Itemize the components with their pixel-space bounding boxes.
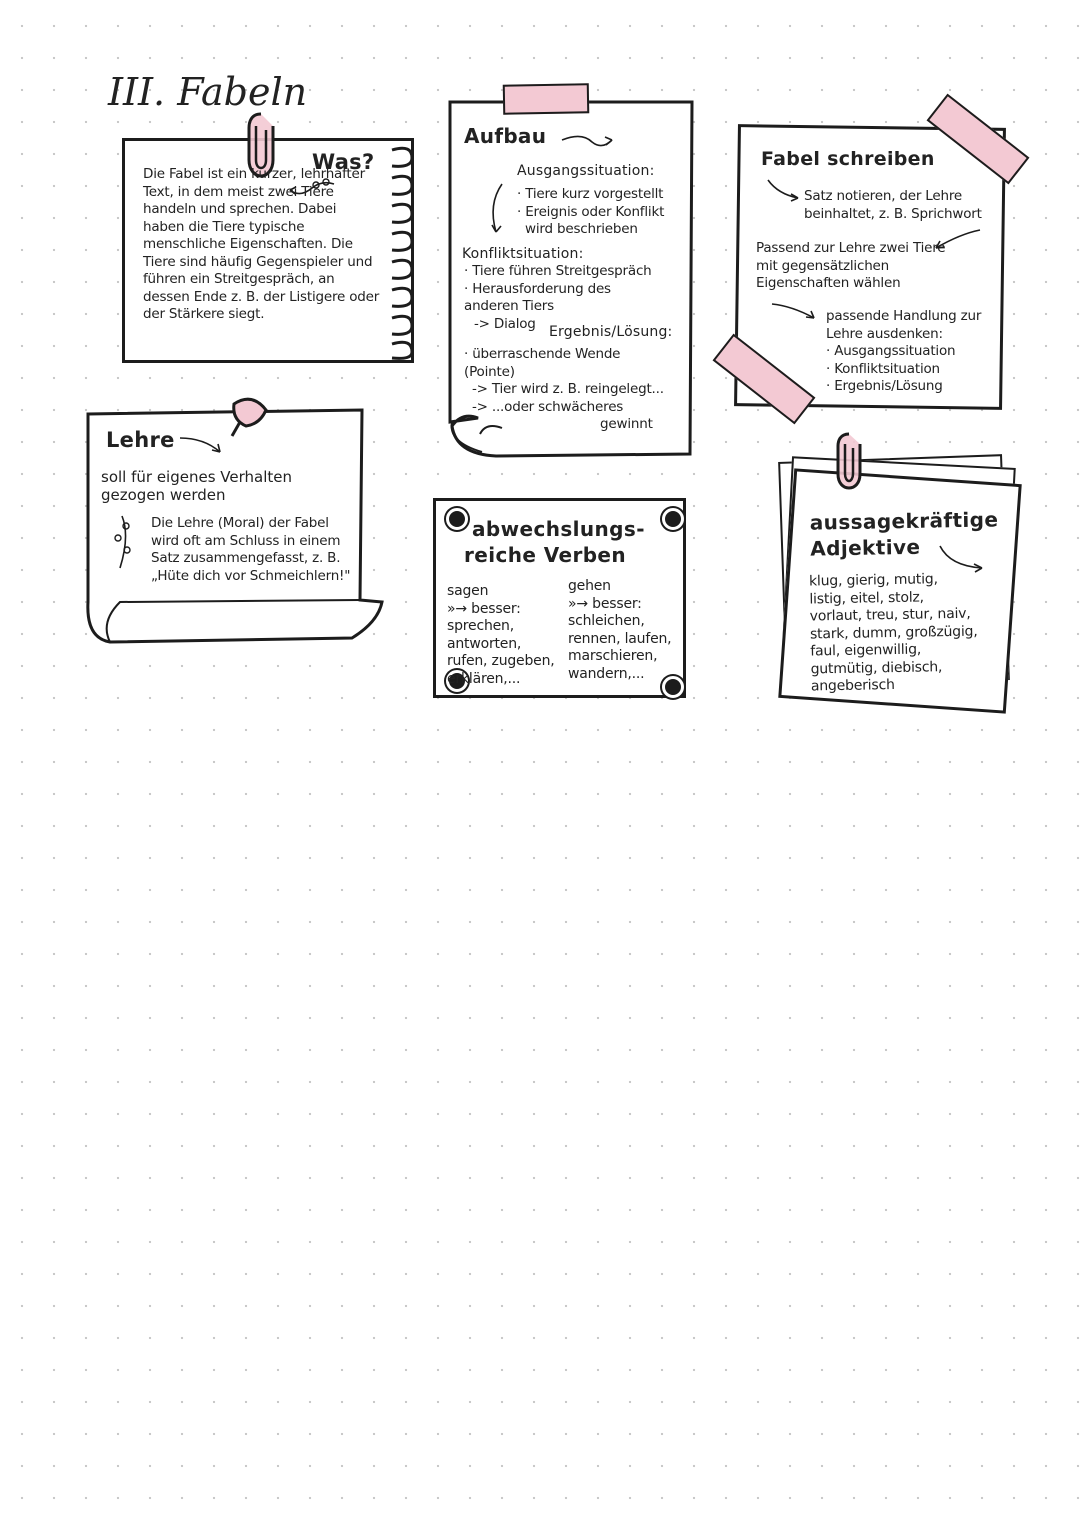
ausgang-heading: Ausgangssituation: [517, 163, 655, 179]
konflikt-list [464, 263, 678, 333]
schreiben-step2: Passend zur Lehre zwei Tiere mit gegensätzlichen Eigenschaften wählen [756, 240, 946, 291]
ergebnis-arrow: -> Tier wird z. B. reingelegt... [472, 381, 664, 397]
adjektive-list: klug, gierig, mutig, listig, eitel, stolz, vorlaut, treu, stur, naiv, stark, dumm, großzügig, faul, eigenwillig, gutmütig, diebisch, angeberisch [808, 571, 978, 695]
schreiben-heading: Fabel schreiben [761, 148, 935, 170]
konflikt-arrow: -> Dialog [474, 315, 536, 332]
aufbau-heading: Aufbau [464, 124, 547, 148]
schreiben-step3-list [826, 343, 998, 396]
sprig-arrow-icon [930, 226, 984, 252]
ergebnis-item: · überraschende Wende (Pointe) [464, 346, 621, 380]
paperclip-icon [834, 430, 864, 494]
sprig-arrow-icon [768, 298, 820, 324]
verben-col2 [568, 578, 678, 683]
sprig-arrow-icon [560, 130, 616, 150]
ergebnis-heading: Ergebnis/Lösung: [549, 324, 673, 340]
verben-col1-list: sprechen, antworten, rufen, zugeben, erklären,... [447, 618, 555, 687]
schreiben-step1: Satz notieren, der Lehre beinhaltet, z. B. Sprichwort [804, 188, 982, 222]
sprig-icon [112, 512, 138, 574]
was-text: Die Fabel ist ein kurzer, lehrhafter Text, in dem meist zwei Tiere handeln und sprechen. Dabei haben die Tiere typische menschliche Eigenschaften. Die Tiere sind häufig Gegenspieler und führen ein Streitgespräch, an dessen Ende z. B. der Listigere oder der Stärkere siegt. [143, 166, 380, 322]
schreiben-step3-item: · Ergebnis/Lösung [826, 378, 943, 394]
ausgang-item: · Ereignis oder Konflikt [517, 203, 665, 220]
konflikt-heading: Konfliktsituation: [462, 246, 584, 262]
schreiben-step3-item: · Konfliktsituation [826, 360, 940, 377]
ergebnis-arrow: -> ...oder schwächeres [472, 398, 624, 415]
ausgang-list [517, 186, 687, 239]
verben-col2-besser: »→ besser: [568, 595, 642, 612]
lehre-text2: Die Lehre (Moral) der Fabel wird oft am Schluss in einem Satz zusammengefasst, z. B. „Hüte dich vor Schmeichlern!" [151, 515, 351, 584]
spiral-binding-icon [386, 140, 420, 362]
lehre-text1: soll für eigenes Verhalten gezogen werden [101, 468, 292, 504]
schreiben-step3: passende Handlung zur Lehre ausdenken: [826, 308, 982, 342]
konflikt-item: · Herausforderung des anderen Tiers [464, 280, 611, 314]
sprig-arrow-icon [764, 176, 804, 206]
verben-heading: abwechslungs- reiche Verben [464, 517, 645, 567]
verben-col1-besser: »→ besser: [447, 600, 521, 617]
page-title: III. Fabeln [108, 70, 308, 114]
konflikt-item: · Tiere führen Streitgespräch [464, 263, 652, 279]
schreiben-step3-item: · Ausgangssituation [826, 343, 956, 359]
washi-tape [503, 83, 590, 114]
verben-col1-word: sagen [447, 583, 489, 599]
verben-col2-list: schleichen, rennen, laufen, marschieren, wandern,... [568, 613, 672, 682]
was-heading: Was? [312, 150, 375, 174]
ergebnis-arrow-cont: gewinnt [600, 416, 653, 432]
ergebnis-list [464, 346, 678, 434]
lehre-heading: Lehre [106, 428, 175, 452]
verben-col2-word: gehen [568, 578, 611, 594]
pin-icon [662, 508, 684, 530]
verben-col1 [447, 583, 565, 688]
sprig-arrow-icon [178, 432, 230, 458]
ausgang-item: wird beschrieben [525, 221, 638, 237]
sprig-arrow-icon [936, 540, 988, 574]
curved-arrow-icon [484, 180, 512, 238]
ausgang-item: · Tiere kurz vorgestellt [517, 186, 664, 202]
adjektive-heading: aussagekräftige Adjektive [809, 507, 999, 561]
